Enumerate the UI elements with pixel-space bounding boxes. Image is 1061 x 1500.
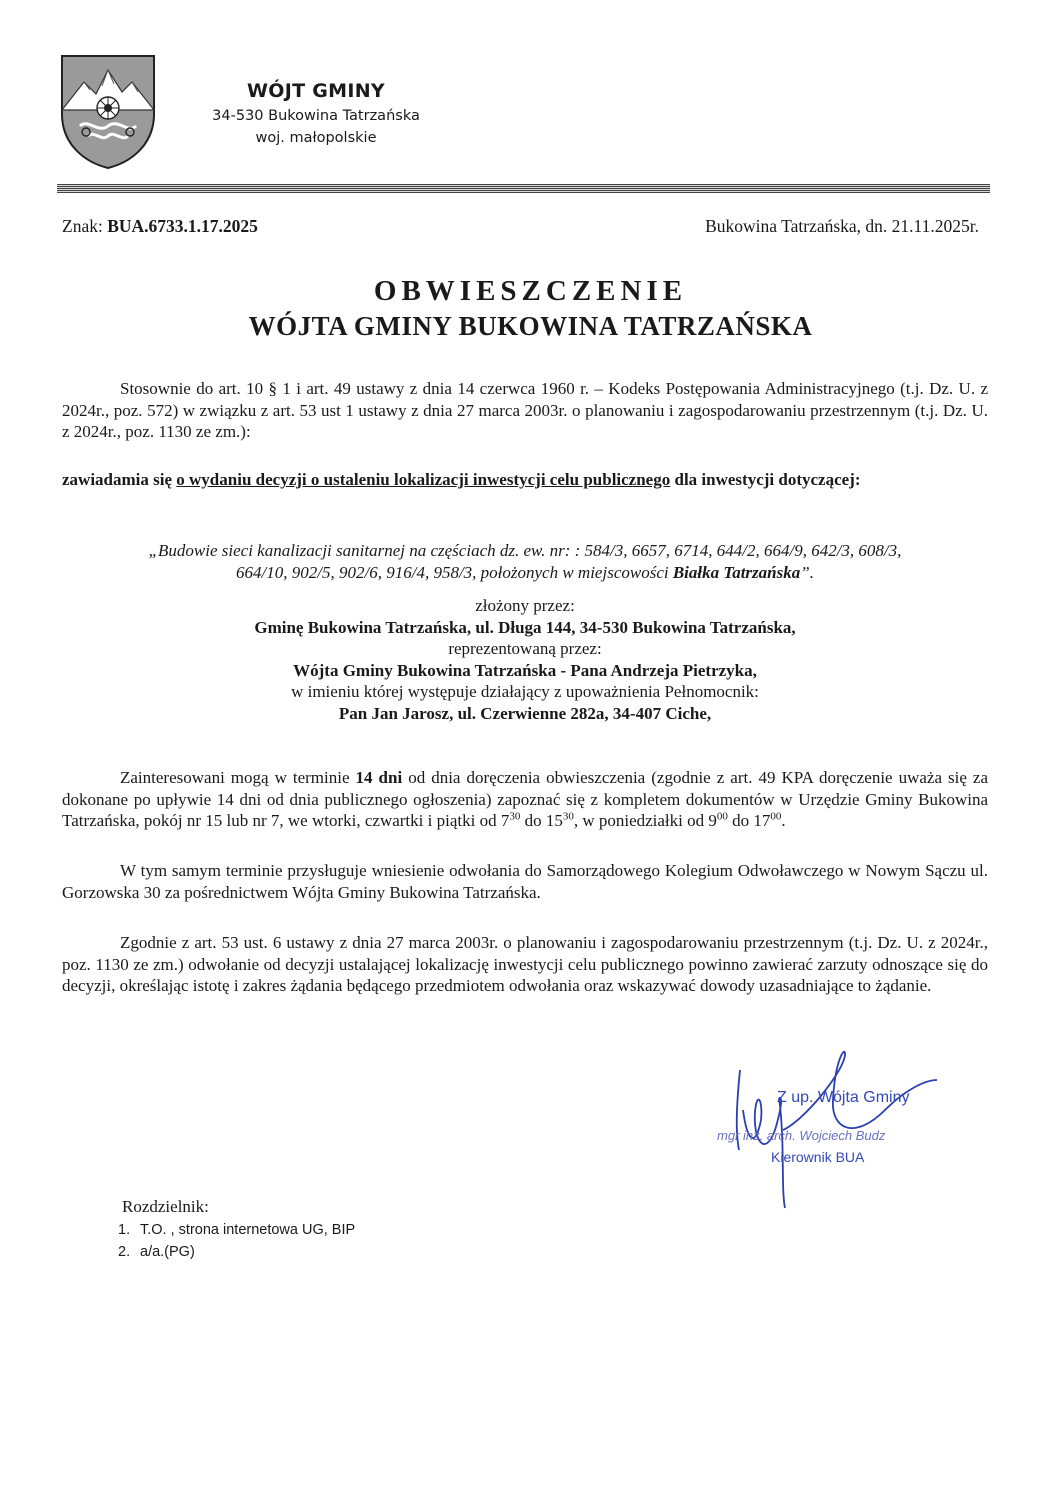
review-end: . [781, 811, 786, 830]
hour-1-minutes: 30 [509, 810, 521, 823]
to-2: do [732, 811, 750, 830]
submitted-by-label: złożony przez: [475, 596, 575, 615]
coat-of-arms-icon [58, 52, 158, 170]
appeal-paragraph [62, 860, 988, 903]
hour-4: 17 [753, 811, 771, 830]
distribution-item-text: a/a.(PG) [140, 1244, 195, 1260]
header-address: 34-530 Bukowina Tatrzańska [212, 108, 420, 124]
review-text-1: Zainteresowani mogą w terminie [120, 768, 350, 787]
intro-paragraph [62, 378, 988, 443]
header-divider [57, 184, 990, 193]
review-text-3: , w poniedziałki od [573, 811, 705, 830]
requirements-text: Zgodnie z art. 53 ust. 6 ustawy z dnia 27 marca 2003r. o planowaniu i zagospodarowaniu przestrzennym (t.j. Dz. U. z 2024r., poz. 1130 ze zm.) odwołanie od decyzji ustalającej lokalizację inwestycji celu publicznego powinno zawierać zarzuty odnoszące się do decyzji, określając istotę i zakres żądania będącego przedmiotem odwołania oraz wskazywać dowody uzasadniające to żądanie. [62, 933, 988, 995]
signature-line-1: Z up. Wójta Gminy [777, 1089, 910, 1106]
proxy-label: w imieniu której występuje działający z upoważnienia Pełnomocnik: [291, 682, 759, 701]
requirements-paragraph [62, 932, 988, 997]
investment-parcels: 664/10, 902/5, 902/6, 916/4, 958/3, położonych w miejscowości [236, 563, 669, 582]
investment-quote-end: ”. [800, 563, 814, 582]
signature-stamp [705, 1040, 955, 1220]
distribution-item-number: 1. [118, 1222, 131, 1238]
review-text-2: od dnia doręczenia obwieszczenia (zgodnie z art. 49 KPA doręczenie uważa się za dokonane po upływie 14 dni od dnia publicznego ogłoszenia) zapoznać się z kompletem dokumentów w Urzędzie Gminy Bukowina Tatrzańska, pokój nr 15 lub nr 7, we wtorki, czwartki i piątki od [62, 768, 989, 830]
review-paragraph [62, 767, 988, 832]
hour-3: 9 [708, 811, 717, 830]
applicant-block [62, 595, 988, 724]
intro-text: Stosownie do art. 10 § 1 i art. 49 ustawy z dnia 14 czerwca 1960 r. – Kodeks Postępowania Administracyjnego (t.j. Dz. U. z 2024r., poz. 572) w związku z art. 53 ust 1 ustawy z dnia 27 marca 2003r. o planowaniu i zagospodarowaniu przestrzennym (t.j. Dz. U. z 2024r., poz. 1130 ze zm.): [62, 379, 988, 441]
distribution-item [118, 1244, 195, 1260]
document-title: OBWIESZCZENIE [373, 275, 688, 307]
to-1: do [524, 811, 542, 830]
proxy: Pan Jan Jarosz, ul. Czerwienne 282a, 34-407 Ciche, [338, 703, 712, 723]
review-term: 14 dni [355, 768, 403, 787]
investment-line-2 [62, 562, 988, 584]
header-title: WÓJT GMINY [247, 80, 385, 102]
signature-line-2: mgr inż. arch. Wojciech Budz [717, 1128, 886, 1143]
investment-place: Białka Tatrzańska [672, 563, 801, 582]
notice-prefix: zawiadamia się [62, 470, 173, 489]
notice-suffix: dla inwestycji dotyczącej: [674, 470, 861, 489]
investment-line-1: „Budowie sieci kanalizacji sanitarnej na częściach dz. ew. nr: : 584/3, 6657, 6714, 644/2, 664/9, 642/3, 608/3, [148, 541, 902, 560]
notice-underlined: o wydaniu decyzji o ustaleniu lokalizacji inwestycji celu publicznego [176, 470, 671, 489]
hour-4-minutes: 00 [770, 810, 782, 823]
hour-2: 15 [545, 811, 563, 830]
document-subtitle: WÓJTA GMINY BUKOWINA TATRZAŃSKA [248, 311, 813, 341]
reference-value: BUA.6733.1.17.2025 [107, 216, 258, 236]
distribution-item [118, 1222, 355, 1238]
distribution-item-number: 2. [118, 1244, 131, 1260]
represented-label: reprezentowaną przez: [448, 639, 602, 658]
place-date: Bukowina Tatrzańska, dn. 21.11.2025r. [705, 216, 979, 236]
header-region: woj. małopolskie [255, 130, 377, 146]
hour-3-minutes: 00 [716, 810, 728, 823]
hour-2-minutes: 30 [562, 810, 574, 823]
hour-1: 7 [500, 811, 510, 830]
distribution-item-text: T.O. , strona internetowa UG, BIP [140, 1222, 356, 1238]
reference-label: Znak: [62, 216, 103, 236]
reference-number [62, 216, 258, 237]
distribution-label: Rozdzielnik: [122, 1197, 209, 1216]
appeal-text: W tym samym terminie przysługuje wniesienie odwołania do Samorządowego Kolegium Odwoławczego w Nowym Sączu ul. Gorzowska 30 za pośrednictwem Wójta Gminy Bukowina Tatrzańska. [62, 861, 988, 902]
notice-line [62, 470, 988, 490]
submitter: Gminę Bukowina Tatrzańska, ul. Długa 144, 34-530 Bukowina Tatrzańska, [254, 617, 796, 637]
representative: Wójta Gminy Bukowina Tatrzańska - Pana Andrzeja Pietrzyka, [293, 660, 757, 680]
signature-line-3: Kierownik BUA [771, 1149, 865, 1165]
investment-description [62, 540, 988, 584]
